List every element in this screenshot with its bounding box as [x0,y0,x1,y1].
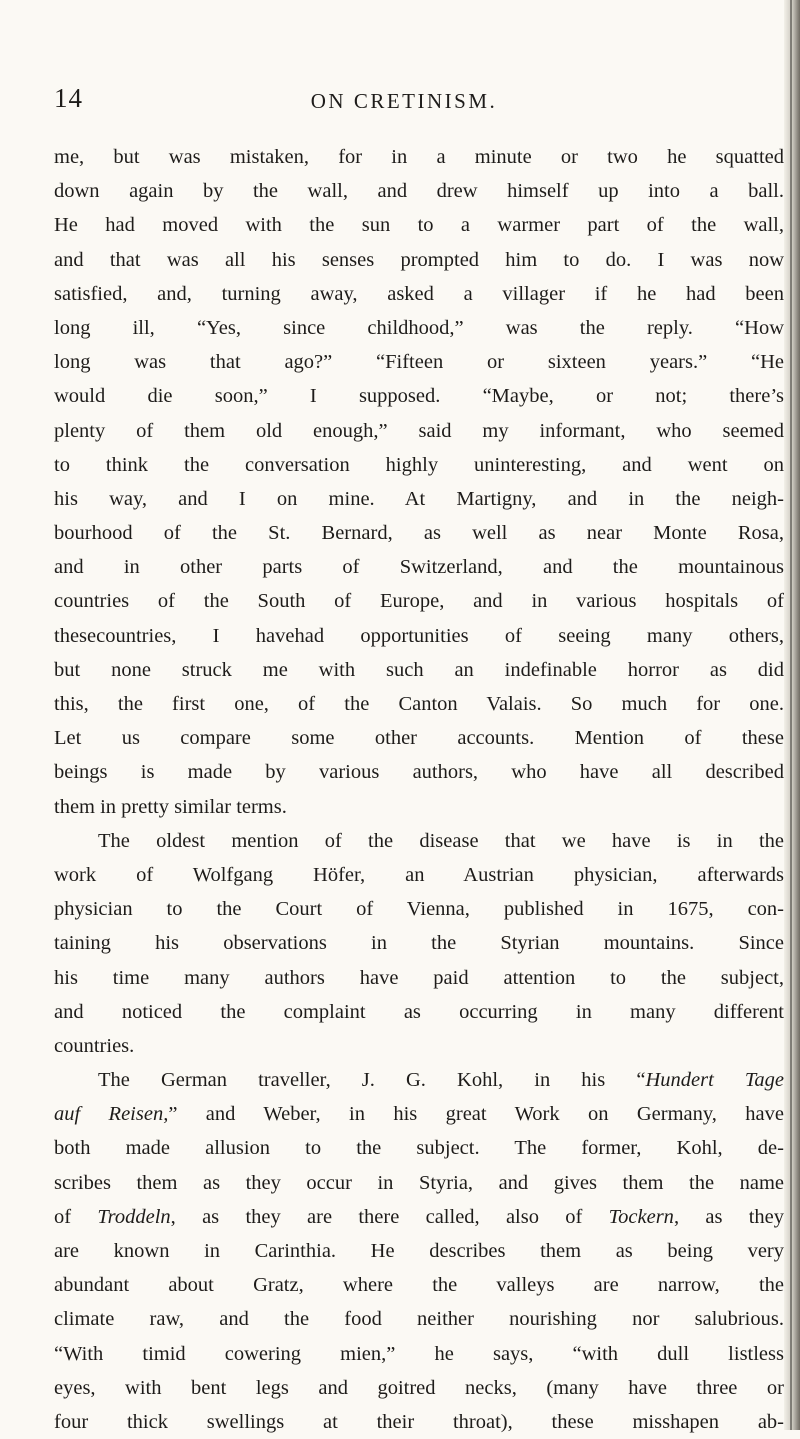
text-line: physician to the Court of Vienna, published in 1675, con- [54,898,784,921]
text-line: but none struck me with such an indefinable horror as did [54,658,784,681]
text-line: and noticed the complaint as occurring in many different [54,1000,784,1023]
text-line: taining his observations in the Styrian mountains. Since [54,932,784,955]
text-line: and in other parts of Switzerland, and the mountainous [54,556,784,579]
text-line: auf Reisen,” and Weber, in his great Work on Germany, have [54,1103,784,1126]
text-line: The oldest mention of the disease that we have is in the [98,829,784,852]
text-line: The German traveller, J. G. Kohl, in his “Hundert Tage [98,1069,784,1092]
text-line: “With timid cowering mien,” he says, “with dull listless [54,1342,784,1365]
italic-term: auf Reisen, [54,1103,169,1126]
text-line: eyes, with bent legs and goitred necks, (many have three or [54,1376,784,1399]
text-line: bourhood of the St. Bernard, as well as near Monte Rosa, [54,522,784,545]
text-line: work of Wolfgang Höfer, an Austrian physician, afterwards [54,863,784,886]
page-edge-line [790,0,792,1430]
text-line: of Troddeln, as they are there called, also of Tockern, as they [54,1205,785,1228]
text-line: He had moved with the sun to a warmer part of the wall, [54,214,784,237]
text-line: are known in Carinthia. He describes them as being very [54,1240,784,1262]
text-line: both made allusion to the subject. The former, Kohl, de- [54,1137,784,1160]
italic-term: Hundert Tage [645,1069,784,1092]
text-line: me, but was mistaken, for in a minute or two he squatted [54,146,784,168]
text-line: down again by the wall, and drew himself up into a ball. [54,180,784,203]
text-line: would die soon,” I supposed. “Maybe, or not; there’s [54,385,784,408]
text-line: countries. [54,1034,135,1057]
text-line: and that was all his senses prompted him to do. I was now [54,248,784,271]
page-header [54,78,754,118]
text-line: this, the first one, of the Canton Valais. So much for one. [54,693,784,715]
text-line: to think the conversation highly uninteresting, and went on [54,453,784,476]
text-line: them in pretty similar terms. [54,795,287,818]
page-edge-shadow [784,0,800,1430]
text-line: long ill, “Yes, since childhood,” was the reply. “How [54,316,784,339]
text-line: countries of the South of Europe, and in various hospitals of [54,590,784,613]
text-line: satisfied, and, turning away, asked a villager if he had been [54,282,784,305]
text-line: climate raw, and the food neither nourishing nor salubrious. [54,1308,784,1331]
text-line: four thick swellings at their throat), these misshapen ab- [54,1410,784,1433]
text-line: plenty of them old enough,” said my informant, who seemed [54,419,784,442]
text-line: beings is made by various authors, who have all described [54,761,784,784]
italic-term: Troddeln [97,1205,171,1228]
text-line: his time many authors have paid attention to the subject, [54,966,784,989]
running-head: ON CRETINISM. [310,89,498,113]
text-line: scribes them as they occur in Styria, and gives them the name [54,1171,784,1194]
italic-term: Tockern [608,1205,674,1228]
text-line: his way, and I on mine. At Martigny, and in the neigh- [54,487,784,510]
page-number: 14 [54,83,83,113]
body-text [54,140,784,1439]
text-line: Let us compare some other accounts. Mention of these [54,727,784,750]
text-line: abundant about Gratz, where the valleys are narrow, the [54,1274,784,1297]
text-line: long was that ago?” “Fifteen or sixteen years.” “He [54,351,784,374]
text-line: thesecountries, I havehad opportunities of seeing many others, [54,624,784,647]
